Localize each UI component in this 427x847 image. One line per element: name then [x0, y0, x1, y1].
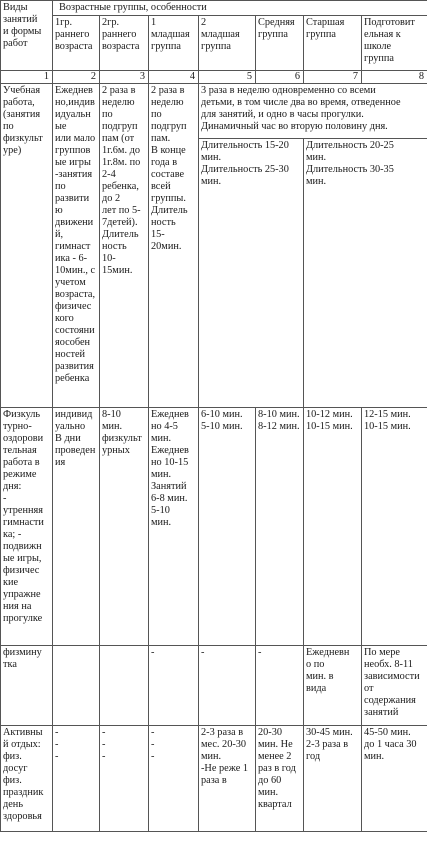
header-col-senior	[304, 16, 362, 71]
cell-ozdorov-1-junior	[149, 408, 199, 646]
cell-line: или мало	[55, 133, 96, 144]
cell-line: учетом	[55, 277, 86, 288]
cell-line: Старшая	[306, 17, 345, 28]
cell-line: 15-	[151, 229, 165, 240]
cell-line: гимнаст	[55, 241, 91, 252]
cell-uchebnaya-1gr	[53, 84, 100, 408]
column-number: 8	[362, 71, 427, 84]
cell-line: 45-50 мин.	[364, 727, 411, 738]
cell-line: -	[258, 647, 262, 658]
cell-line: -	[55, 751, 59, 762]
cell-line: 20-30	[258, 727, 283, 738]
cell-line: Средняя	[258, 17, 295, 28]
cell-line: -	[151, 727, 155, 738]
row-aktiv	[1, 726, 427, 832]
cell-line: по	[3, 121, 14, 132]
cell-line: работ	[3, 38, 28, 49]
cell-line: 1гр.	[55, 17, 73, 28]
cell-fizminutka-middle	[256, 646, 304, 726]
cell-ozdorov-prep	[362, 408, 427, 646]
cell-line: школе	[364, 41, 392, 52]
cell-line: прогулке	[3, 613, 43, 624]
cell-fizminutka-senior	[304, 646, 362, 726]
cell-line: 15мин.	[102, 265, 133, 276]
cell-aktiv-senior	[304, 726, 362, 832]
cell-line: пам.	[151, 133, 171, 144]
cell-line: ребенка	[55, 373, 90, 384]
cell-line: -	[151, 751, 155, 762]
cell-line: ия	[55, 457, 66, 468]
cell-line: режиме	[3, 469, 37, 480]
cell-line: подвижн	[3, 541, 42, 552]
header-col-middle	[256, 16, 304, 71]
cell-fizminutka-1-junior	[149, 646, 199, 726]
cell-line: содержания	[364, 695, 416, 706]
cell-line: -	[3, 493, 7, 504]
cell-line: мин.	[306, 152, 327, 163]
cell-ozdorov-1gr	[53, 408, 100, 646]
cell-line: -	[151, 739, 155, 750]
cell-line: по	[102, 109, 113, 120]
cell-line: физичес	[55, 301, 92, 312]
cell-line: Длитель	[102, 229, 139, 240]
cell-line: возраста	[102, 41, 140, 52]
cell-line: физкульт	[102, 433, 142, 444]
cell-line: но,индив	[55, 97, 95, 108]
cell-line: движени	[55, 217, 94, 228]
cell-line: Учебная	[3, 85, 41, 96]
cell-line: квартал	[258, 799, 292, 810]
cell-line: праздник	[3, 787, 44, 798]
cell-line: Ежеднев	[151, 409, 189, 420]
cell-line: 2	[201, 17, 207, 28]
cell-line: составе	[151, 169, 185, 180]
cell-line: подгруп	[102, 121, 138, 132]
cell-line: 10-15 мин.	[364, 421, 411, 432]
cell-line: год	[306, 751, 321, 762]
cell-line: 8-10	[102, 409, 121, 420]
cell-uchebnaya-common	[199, 84, 427, 139]
row-label-ozdorov	[1, 408, 53, 646]
cell-line: развития	[55, 361, 94, 372]
cell-line: индивид	[55, 409, 93, 420]
cell-line: занятий	[3, 14, 38, 25]
cell-line: Длительность 30-35	[306, 164, 394, 175]
column-numbers-row	[1, 71, 427, 84]
column-number: 4	[149, 71, 199, 84]
cell-line: Ежеднев	[151, 445, 189, 456]
cell-line: ка; -	[3, 529, 22, 540]
cell-line: 2гр.	[102, 17, 120, 28]
cell-fizminutka-prep	[362, 646, 427, 726]
cell-line: менее 2	[258, 751, 292, 762]
cell-line: 1г.6м. до	[102, 145, 140, 156]
cell-line: В дни	[55, 433, 81, 444]
row-uchebnaya-top	[1, 84, 427, 139]
cell-line: 5-10	[151, 505, 170, 516]
cell-line: 20мин.	[151, 241, 182, 252]
cell-line: для занятий, и одно в часы прогулки.	[201, 109, 364, 120]
cell-line: 3 раза в неделю одновременно со всеми	[201, 85, 376, 96]
cell-line: Динамичный час во вторую половину дня.	[201, 121, 388, 132]
cell-line: группа	[201, 41, 231, 52]
cell-line: 2-3 раза в	[306, 739, 349, 750]
cell-line: 2-4	[102, 169, 116, 180]
cell-line: подгруп	[151, 121, 187, 132]
cell-uchebnaya-1-junior	[149, 84, 199, 408]
cell-line: 1г.8м. по	[102, 157, 141, 168]
cell-line: мин.	[364, 751, 385, 762]
cell-line: В конце	[151, 145, 186, 156]
cell-line: -	[201, 647, 205, 658]
cell-line: 10-15 мин.	[306, 421, 353, 432]
cell-line: тельная	[3, 445, 37, 456]
cell-line: но 10-15	[151, 457, 189, 468]
cell-fizminutka-2gr	[100, 646, 149, 726]
cell-line: развити	[55, 193, 90, 204]
cell-uchebnaya-duration-junior-middle	[199, 139, 304, 408]
cell-line: й,	[55, 229, 64, 240]
header-col-1-junior	[149, 16, 199, 71]
cell-line: Занятий	[151, 481, 187, 492]
cell-line: -	[151, 647, 155, 658]
cell-aktiv-2gr	[100, 726, 149, 832]
cell-line: физмину	[3, 647, 42, 658]
header-col-1gr-early	[53, 16, 100, 71]
cell-line: мин.	[201, 152, 222, 163]
cell-aktiv-middle	[256, 726, 304, 832]
cell-line: 12-15 мин.	[364, 409, 411, 420]
cell-line: мин.	[151, 433, 172, 444]
cell-line: уально	[55, 421, 86, 432]
cell-ozdorov-2gr	[100, 408, 149, 646]
cell-line: физкульт	[3, 133, 43, 144]
cell-line: от	[364, 683, 374, 694]
cell-line: группа	[306, 29, 336, 40]
cell-line: ые игры	[55, 157, 91, 168]
cell-line: 30-45 мин.	[306, 727, 353, 738]
cell-line: урных	[102, 445, 130, 456]
cell-line: Виды	[3, 2, 28, 13]
cell-line: возраста,	[55, 289, 96, 300]
cell-line: день	[3, 799, 24, 810]
cell-line: 7детей).	[102, 217, 138, 228]
cell-fizminutka-1gr	[53, 646, 100, 726]
cell-line: кого	[55, 313, 74, 324]
cell-line: 8-10 мин.	[258, 409, 300, 420]
cell-aktiv-prep	[362, 726, 427, 832]
cell-line: физичес	[3, 565, 40, 576]
cell-line: 10-	[102, 253, 116, 264]
cell-line: группа	[364, 53, 394, 64]
cell-line: до 60	[258, 775, 282, 786]
cell-line: -	[55, 739, 59, 750]
cell-line: 6-10 мин.	[201, 409, 243, 420]
cell-line: ика - 6-	[55, 253, 88, 264]
cell-line: Активны	[3, 727, 43, 738]
cell-line: группов	[55, 145, 91, 156]
cell-line: группа	[258, 29, 288, 40]
cell-line: утренняя	[3, 505, 43, 516]
cell-line: детьми, в том числе два во время, отведенное	[201, 97, 401, 108]
cell-line: -	[102, 751, 106, 762]
cell-line: 2 раза в	[151, 85, 185, 96]
cell-line: мин.	[151, 517, 172, 528]
cell-ozdorov-middle	[256, 408, 304, 646]
cell-line: ность	[151, 217, 176, 228]
header-col-preparatory	[362, 16, 427, 71]
cell-line: всей	[151, 181, 171, 192]
cell-line: ребенка,	[102, 181, 139, 192]
cell-line: 10мин., с	[55, 265, 96, 276]
cell-line: физ.	[3, 751, 22, 762]
cell-line: года в	[151, 157, 178, 168]
cell-line: 2 раза в	[102, 85, 136, 96]
cell-uchebnaya-2gr	[100, 84, 149, 408]
row-fizminutka	[1, 646, 427, 726]
cell-line: мин.	[258, 787, 279, 798]
cell-line: -	[102, 739, 106, 750]
row-label-uchebnaya	[1, 84, 53, 408]
cell-line: Длительность 20-25	[306, 140, 394, 151]
header-col-2-junior	[199, 16, 256, 71]
cell-line: вида	[306, 683, 327, 694]
column-number: 5	[199, 71, 256, 84]
cell-line: мин.	[306, 176, 327, 187]
cell-line: Ежедневн	[306, 647, 350, 658]
cell-line: -Не реже 1	[201, 763, 248, 774]
cell-line: проведен	[55, 445, 96, 456]
header-groups-title: Возрастные группы, особенности	[53, 1, 427, 16]
cell-line: физ.	[3, 775, 22, 786]
cell-line: мин.	[201, 751, 222, 762]
column-number: 3	[100, 71, 149, 84]
cell-fizminutka-2-junior	[199, 646, 256, 726]
cell-line: раз в год	[258, 763, 296, 774]
cell-line: мес. 20-30	[201, 739, 247, 750]
cell-line: по	[151, 109, 162, 120]
column-number: 2	[53, 71, 100, 84]
cell-line: -	[102, 727, 106, 738]
cell-line: лет по 5-	[102, 205, 141, 216]
cell-line: зависимости	[364, 671, 420, 682]
cell-line: до 2	[102, 193, 121, 204]
cell-line: досуг	[3, 763, 28, 774]
cell-line: работа,	[3, 97, 35, 108]
cell-line: гимнасти	[3, 517, 44, 528]
cell-line: Длительность 15-20	[201, 140, 289, 151]
cell-line: По мере	[364, 647, 400, 658]
cell-line: яособен	[55, 337, 91, 348]
cell-line: -	[55, 727, 59, 738]
cell-line: 1	[151, 17, 157, 28]
cell-line: (занятия	[3, 109, 41, 120]
cell-line: Ежеднев	[55, 85, 93, 96]
cell-line: -занятия	[55, 169, 93, 180]
cell-line: пам (от	[102, 133, 135, 144]
cell-line: кие	[3, 577, 19, 588]
cell-line: необх. 8-11	[364, 659, 413, 670]
cell-uchebnaya-duration-senior-prep	[304, 139, 427, 408]
cell-line: ые	[55, 121, 67, 132]
cell-line: мин.	[151, 469, 172, 480]
cell-line: младшая	[151, 29, 190, 40]
cell-line: состояни	[55, 325, 95, 336]
cell-line: Длитель	[151, 205, 188, 216]
column-number: 6	[256, 71, 304, 84]
cell-line: младшая	[201, 29, 240, 40]
cell-line: неделю	[151, 97, 184, 108]
cell-line: мин.	[201, 176, 222, 187]
cell-line: уре)	[3, 145, 22, 156]
cell-aktiv-1-junior	[149, 726, 199, 832]
cell-aktiv-2-junior	[199, 726, 256, 832]
cell-line: до 1 часа 30	[364, 739, 417, 750]
cell-line: турно-	[3, 421, 32, 432]
cell-line: здоровья	[3, 811, 42, 822]
cell-line: мин. в	[306, 671, 334, 682]
cell-line: 5-10 мин.	[201, 421, 243, 432]
cell-line: Физкуль	[3, 409, 41, 420]
cell-line: но 4-5	[151, 421, 178, 432]
cell-line: ые игры,	[3, 553, 42, 564]
row-label-aktiv	[1, 726, 53, 832]
cell-line: оздорови	[3, 433, 44, 444]
cell-line: занятий	[364, 707, 399, 718]
cell-line: упражне	[3, 589, 41, 600]
cell-line: раза в	[201, 775, 227, 786]
cell-line: возраста	[55, 41, 93, 52]
cell-line: 8-12 мин.	[258, 421, 300, 432]
cell-line: 10-12 мин.	[306, 409, 353, 420]
cell-line: мин.	[102, 421, 123, 432]
cell-line: ния на	[3, 601, 32, 612]
cell-line: идуальн	[55, 109, 91, 120]
cell-aktiv-1gr	[53, 726, 100, 832]
cell-line: ность	[102, 241, 127, 252]
cell-line: ностей	[55, 349, 86, 360]
cell-line: раннего	[55, 29, 90, 40]
cell-line: дня:	[3, 481, 22, 492]
cell-ozdorov-2-junior	[199, 408, 256, 646]
cell-line: тка	[3, 659, 17, 670]
cell-line: ю	[55, 205, 63, 216]
row-ozdorov	[1, 408, 427, 646]
column-number: 7	[304, 71, 362, 84]
cell-line: ельная к	[364, 29, 401, 40]
cell-line: работа в	[3, 457, 40, 468]
row-label-fizminutka	[1, 646, 53, 726]
cell-line: о по	[306, 659, 325, 670]
cell-line: группы.	[151, 193, 186, 204]
cell-line: 2-3 раза в	[201, 727, 244, 738]
header-row-label	[1, 1, 53, 71]
cell-line: й отдых:	[3, 739, 41, 750]
cell-line: 6-8 мин.	[151, 493, 188, 504]
cell-line: по	[55, 181, 66, 192]
cell-line: и формы	[3, 26, 42, 37]
column-number: 1	[1, 71, 53, 84]
cell-ozdorov-senior	[304, 408, 362, 646]
header-col-2gr-early	[100, 16, 149, 71]
cell-line: неделю	[102, 97, 135, 108]
cell-line: Подготовит	[364, 17, 415, 28]
cell-line: Длительность 25-30	[201, 164, 289, 175]
cell-line: мин. Не	[258, 739, 293, 750]
cell-line: раннего	[102, 29, 137, 40]
cell-line: группа	[151, 41, 181, 52]
